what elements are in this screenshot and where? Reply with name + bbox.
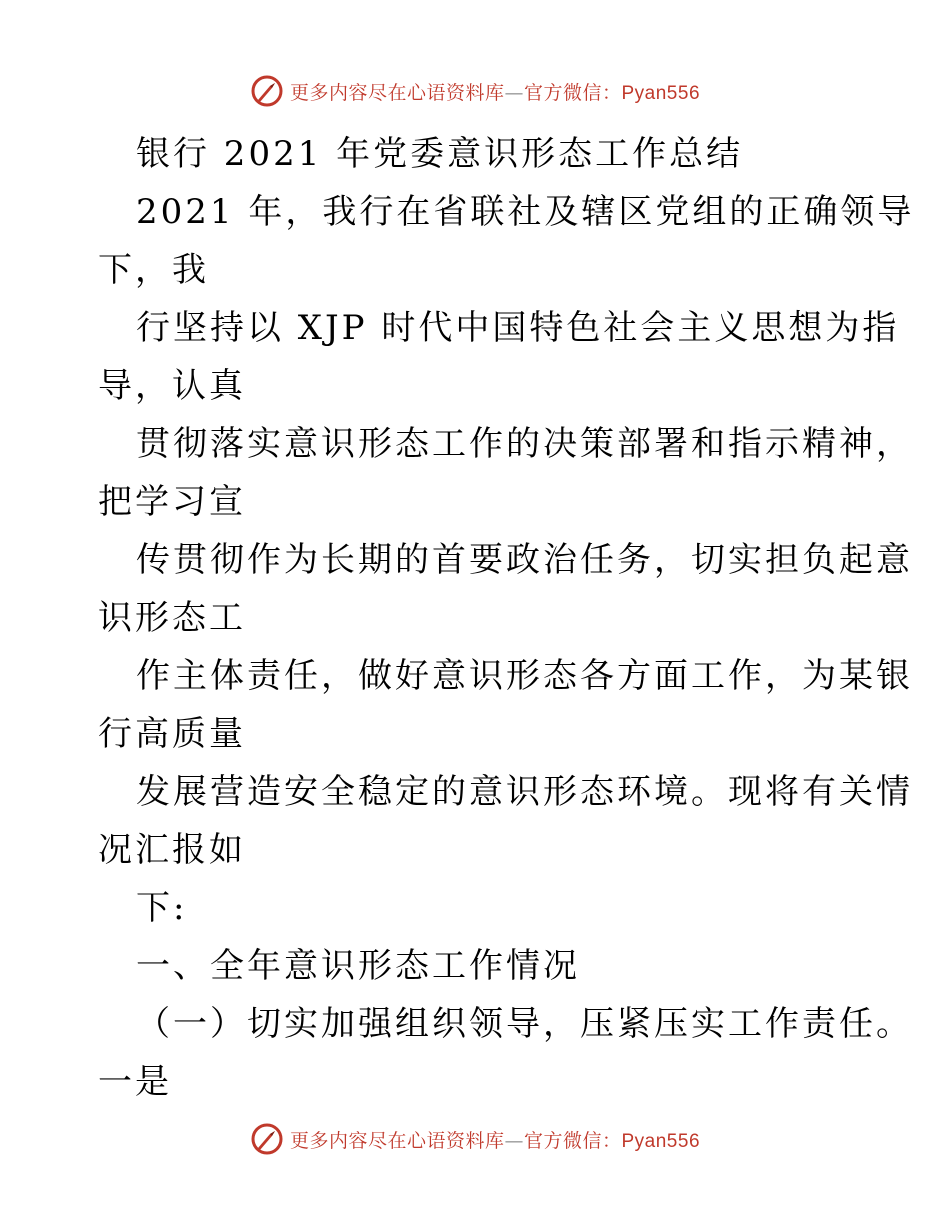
watermark-wechat-id: Pyan556	[621, 1130, 701, 1152]
paragraph-line: 贯彻落实意识形态工作的决策部署和指示精神，	[136, 424, 913, 464]
watermark-text	[290, 78, 700, 105]
watermark-wechat-id: Pyan556	[621, 82, 701, 104]
watermark-wechat-label: 官方微信：	[523, 81, 622, 104]
paragraph-line: 下，我	[98, 250, 209, 290]
paragraph-line: 行坚持以 XJP 时代中国特色社会主义思想为指	[136, 308, 900, 348]
paragraph-line: 下:	[136, 888, 188, 928]
pen-nib-logo-icon	[250, 1122, 284, 1156]
paragraph-line: 银行 2021 年党委意识形态工作总结	[136, 134, 744, 174]
watermark-brand: 更多内容尽在心语资料库	[289, 81, 505, 104]
paragraph-line: 识形态工	[98, 598, 246, 638]
paragraph-line: 把学习宣	[98, 482, 246, 522]
watermark-text	[290, 1126, 700, 1153]
paragraph-line: 况汇报如	[98, 830, 246, 870]
pen-nib-logo-icon	[250, 74, 284, 108]
paragraph-line: （一）切实加强组织领导，压紧压实工作责任。	[136, 1004, 913, 1044]
paragraph-line: 发展营造安全稳定的意识形态环境。现将有关情	[136, 772, 913, 812]
watermark-dash: —	[504, 1129, 524, 1152]
paragraph-line: 一是	[98, 1062, 172, 1102]
paragraph-line: 一、全年意识形态工作情况	[136, 946, 580, 986]
watermark-header	[0, 71, 950, 111]
watermark-dash: —	[504, 81, 524, 104]
watermark-wechat-label: 官方微信：	[523, 1129, 622, 1152]
paragraph-line: 导，认真	[98, 366, 246, 406]
paragraph-line: 传贯彻作为长期的首要政治任务，切实担负起意	[136, 540, 913, 580]
watermark-footer	[0, 1119, 950, 1159]
document-body	[98, 125, 915, 1111]
paragraph-line: 行高质量	[98, 714, 246, 754]
paragraph-line: 2021 年，我行在省联社及辖区党组的正确领导	[136, 192, 915, 232]
paragraph-line: 作主体责任，做好意识形态各方面工作，为某银	[136, 656, 913, 696]
watermark-brand: 更多内容尽在心语资料库	[289, 1129, 505, 1152]
